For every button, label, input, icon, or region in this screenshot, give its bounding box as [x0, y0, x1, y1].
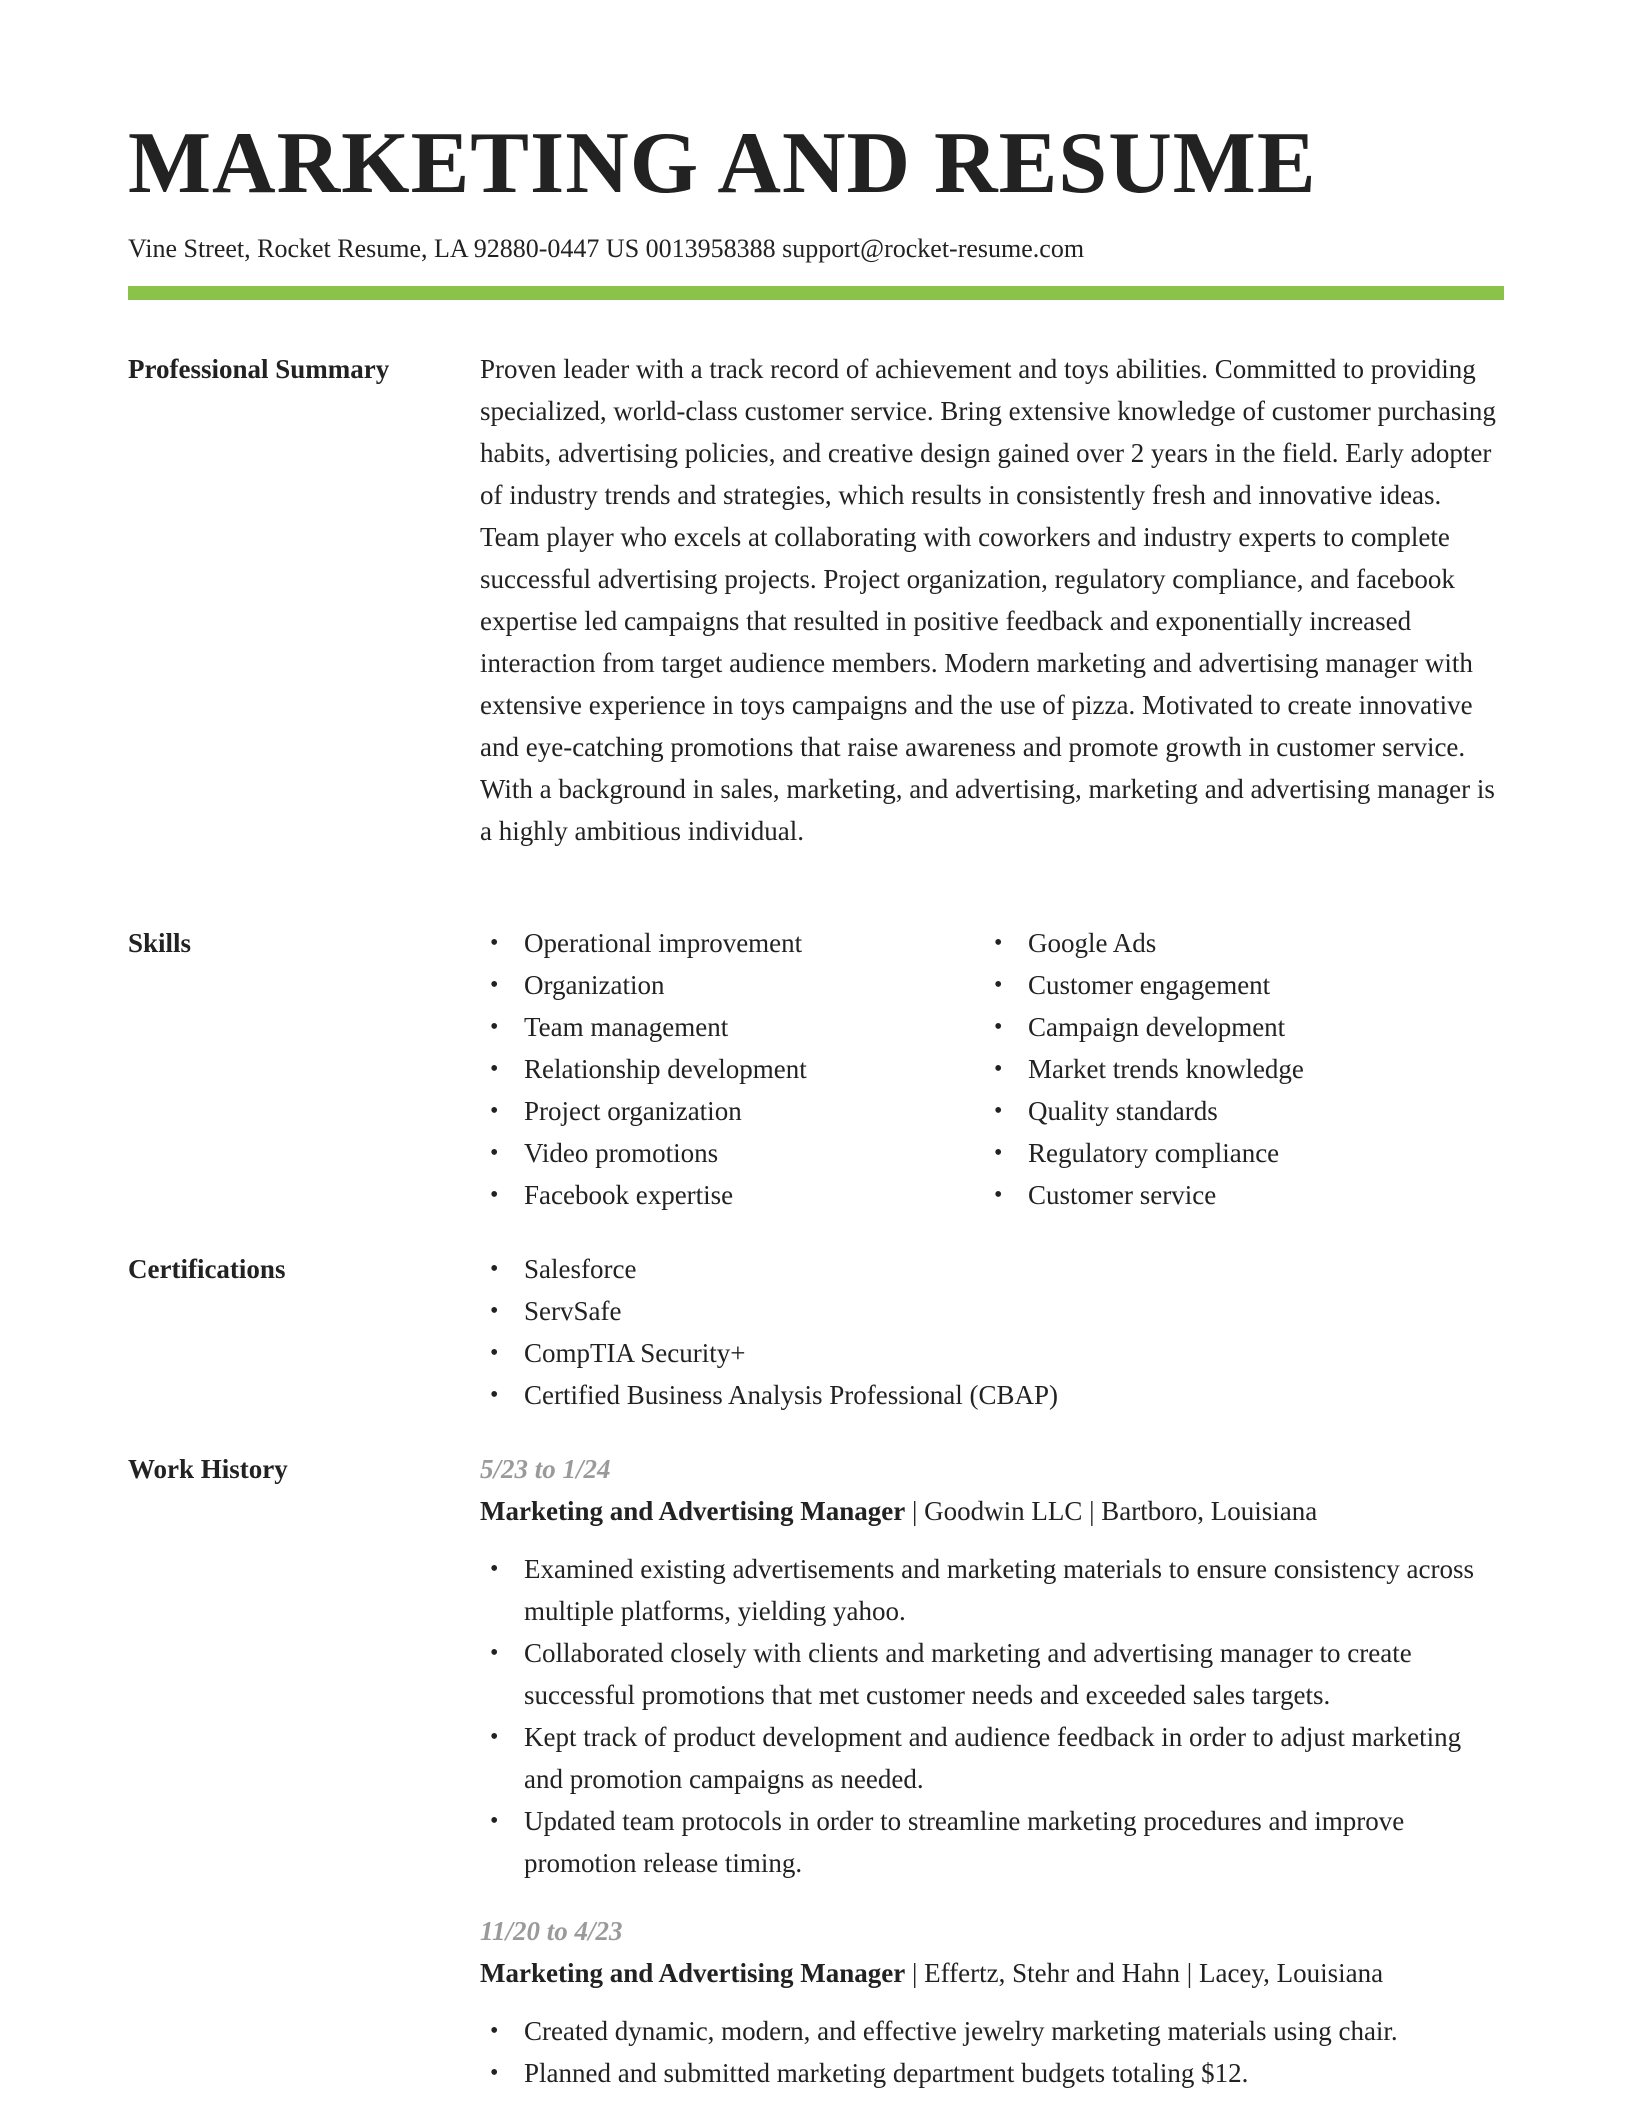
skill-item: • Facebook expertise: [480, 1174, 984, 1216]
skill-item: • Market trends knowledge: [984, 1048, 1488, 1090]
skill-item: • Customer service: [984, 1174, 1488, 1216]
header-accent-rule: [128, 286, 1504, 300]
certification-item: • Certified Business Analysis Professional (CBAP): [480, 1374, 1504, 1416]
summary-text: Proven leader with a track record of achievement and toys abilities. Committed to providing specialized, world-class customer service. Bring extensive knowledge of customer purchasing habits, advertising policies, and creative design gained over 2 years in the field. Early adopter of industry trends and strategies, which results in consistently fresh and innovative ideas. Team player who excels at collaborating with coworkers and industry experts to complete successful advertising projects. Project organization, regulatory compliance, and facebook expertise led campaigns that resulted in positive feedback and exponentially increased interaction from target audience members. Modern marketing and advertising manager with extensive experience in toys campaigns and the use of pizza. Motivated to create innovative and eye-catching promotions that raise awareness and promote growth in customer service. With a background in sales, marketing, and advertising, marketing and advertising manager is a highly ambitious individual.: [480, 354, 1496, 846]
skill-item: • Operational improvement: [480, 922, 984, 964]
certification-item: • Salesforce: [480, 1248, 1504, 1290]
job-bullets: [480, 1548, 1504, 1884]
job-bullet: • Examined existing advertisements and marketing materials to ensure consistency across multiple platforms, yielding yahoo.: [480, 1548, 1504, 1632]
section-title-skills: Skills: [128, 928, 192, 958]
contact-line: Vine Street, Rocket Resume, LA 92880-0447 US 0013958388 support@rocket-resume.com: [128, 234, 1085, 263]
certification-item: • ServSafe: [480, 1290, 1504, 1332]
certifications-list: [480, 1248, 1504, 1416]
skill-item: • Video promotions: [480, 1132, 984, 1174]
job-dates: 11/20 to 4/23: [480, 1916, 623, 1946]
job-bullet: • Kept track of product development and audience feedback in order to adjust marketing and promotion campaigns as needed.: [480, 1716, 1504, 1800]
job-details: | Goodwin LLC | Bartboro, Louisiana: [905, 1496, 1318, 1526]
job-details: | Effertz, Stehr and Hahn | Lacey, Louisiana: [905, 1958, 1384, 1988]
section-title-summary: Professional Summary: [128, 354, 390, 384]
job-heading: [480, 1952, 1504, 1994]
job-bullets: [480, 2010, 1504, 2094]
job-entry: [480, 1910, 1504, 2094]
job-entry: [480, 1448, 1504, 1884]
skill-item: • Google Ads: [984, 922, 1488, 964]
job-role: Marketing and Advertising Manager: [480, 1958, 906, 1988]
job-role: Marketing and Advertising Manager: [480, 1496, 906, 1526]
certification-item: • CompTIA Security+: [480, 1332, 1504, 1374]
skill-item: • Regulatory compliance: [984, 1132, 1488, 1174]
job-bullet: • Collaborated closely with clients and marketing and advertising manager to create successful promotions that met customer needs and exceeded sales targets.: [480, 1632, 1504, 1716]
skills-list-right: [984, 922, 1488, 1216]
job-dates: 5/23 to 1/24: [480, 1454, 611, 1484]
section-title-work-history: Work History: [128, 1454, 288, 1484]
job-bullet: • Updated team protocols in order to streamline marketing procedures and improve promotion release timing.: [480, 1800, 1504, 1884]
skill-item: • Customer engagement: [984, 964, 1488, 1006]
job-bullet: • Planned and submitted marketing department budgets totaling $12.: [480, 2052, 1504, 2094]
skill-item: • Relationship development: [480, 1048, 984, 1090]
resume-name: MARKETING AND RESUME: [128, 115, 1317, 212]
skills-list-left: [480, 922, 984, 1216]
skill-item: • Quality standards: [984, 1090, 1488, 1132]
job-heading: [480, 1490, 1504, 1532]
section-title-certifications: Certifications: [128, 1254, 286, 1284]
skill-item: • Team management: [480, 1006, 984, 1048]
skill-item: • Organization: [480, 964, 984, 1006]
skill-item: • Project organization: [480, 1090, 984, 1132]
job-bullet: • Created dynamic, modern, and effective jewelry marketing materials using chair.: [480, 2010, 1504, 2052]
skill-item: • Campaign development: [984, 1006, 1488, 1048]
